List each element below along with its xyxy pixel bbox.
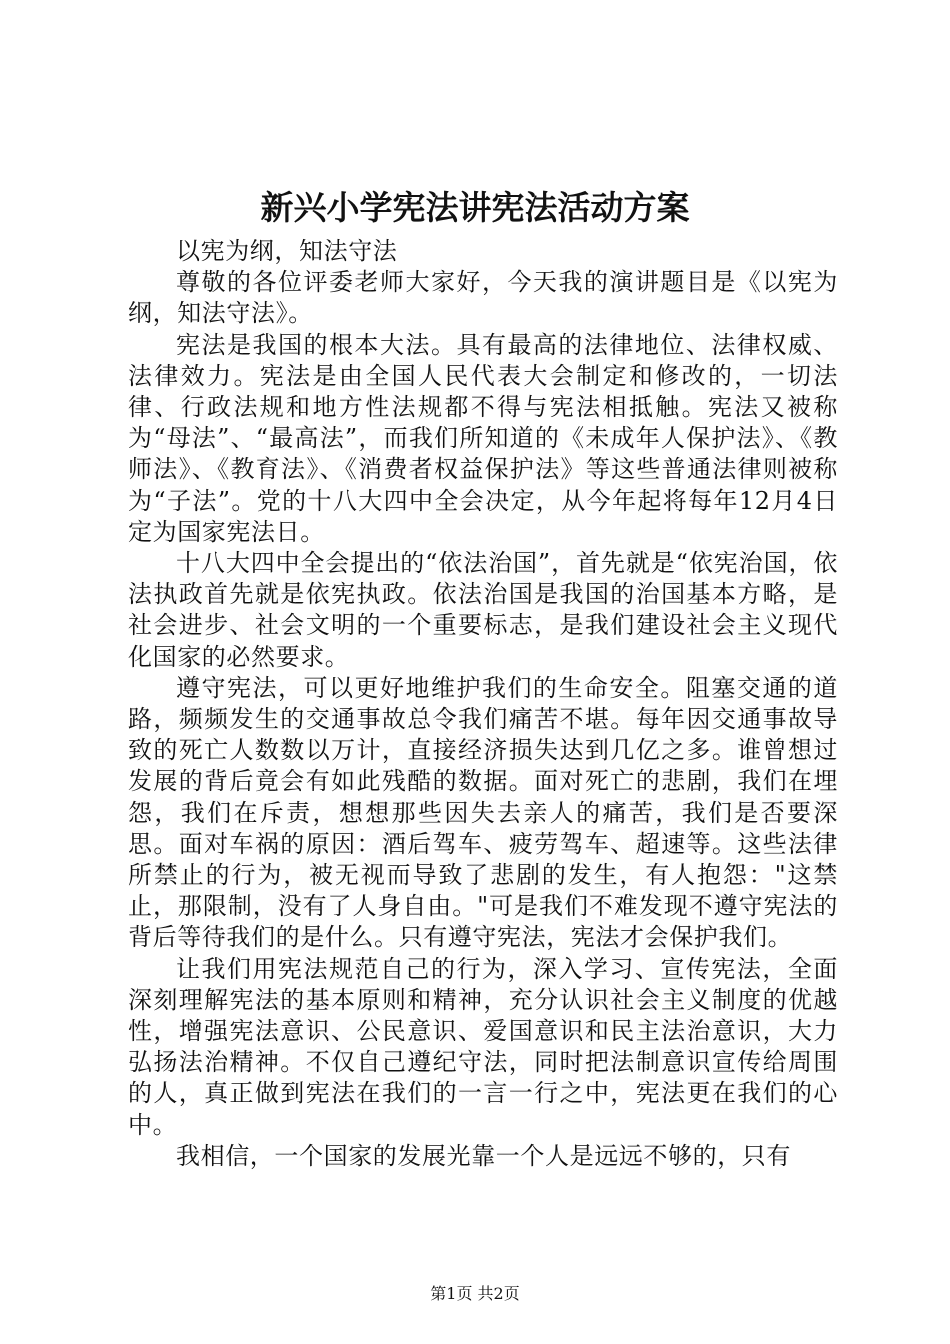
paragraph-closing-fragment: 我相信，一个国家的发展光靠一个人是远远不够的，只有 (176, 1141, 791, 1170)
document-title: 新兴小学宪法讲宪法活动方案 (260, 188, 690, 227)
page-indicator: 第1页 共2页 (430, 1284, 520, 1303)
paragraph-constitution-definition: 宪法是我国的根本大法。具有最高的法律地位、法律权威、法律效力。宪法是由全国人民代表大会制定和修改的，一切法律、行政法规和地方性法规都不得与宪法相抵触。宪法又被称为“母法”、“最高法”，而我们所知道的《未成年人保护法》、《教师法》、《教育法》、《消费者权益保护法》等这些普通法律则被称为“子法”。党的十八大四中全会决定，从今年起将每年12月4日定为国家宪法日。 (128, 330, 838, 546)
paragraph-call-to-action: 让我们用宪法规范自己的行为，深入学习、宣传宪法，全面深刻理解宪法的基本原则和精神，充分认识社会主义制度的优越性，增强宪法意识、公民意识、爱国意识和民主法治意识，大力弘扬法治精神。不仅自己遵纪守法，同时把法制意识宣传给周围的人，真正做到宪法在我们的一言一行之中，宪法更在我们的心中。 (128, 954, 838, 1139)
paragraph-traffic-safety: 遵守宪法，可以更好地维护我们的生命安全。阻塞交通的道路，频频发生的交通事故总令我们痛苦不堪。每年因交通事故导致的死亡人数数以万计，直接经济损失达到几亿之多。谁曾想过发展的背后竟会有如此残酷的数据。面对死亡的悲剧，我们在埋怨，我们在斥责，想想那些因失去亲人的痛苦，我们是否要深思。面对车祸的原因：酒后驾车、疲劳驾车、超速等。这些法律所禁止的行为，被无视而导致了悲剧的发生，有人抱怨："这禁止，那限制，没有了人身自由。"可是我们不难发现不遵守宪法的背后等待我们的是什么。只有遵守宪法，宪法才会保护我们。 (128, 673, 838, 952)
paragraph-greeting: 尊敬的各位评委老师大家好，今天我的演讲题目是《以宪为纲，知法守法》。 (128, 268, 838, 328)
document-body (128, 236, 838, 1172)
paragraph-rule-of-law: 十八大四中全会提出的“依法治国”，首先就是“依宪治国，依法执政首先就是依宪执政。依法治国是我国的治国基本方略，是社会进步、社会文明的一个重要标志，是我们建设社会主义现代化国家的必然要求。 (128, 549, 838, 671)
paragraph-subtitle: 以宪为纲，知法守法 (176, 237, 398, 265)
